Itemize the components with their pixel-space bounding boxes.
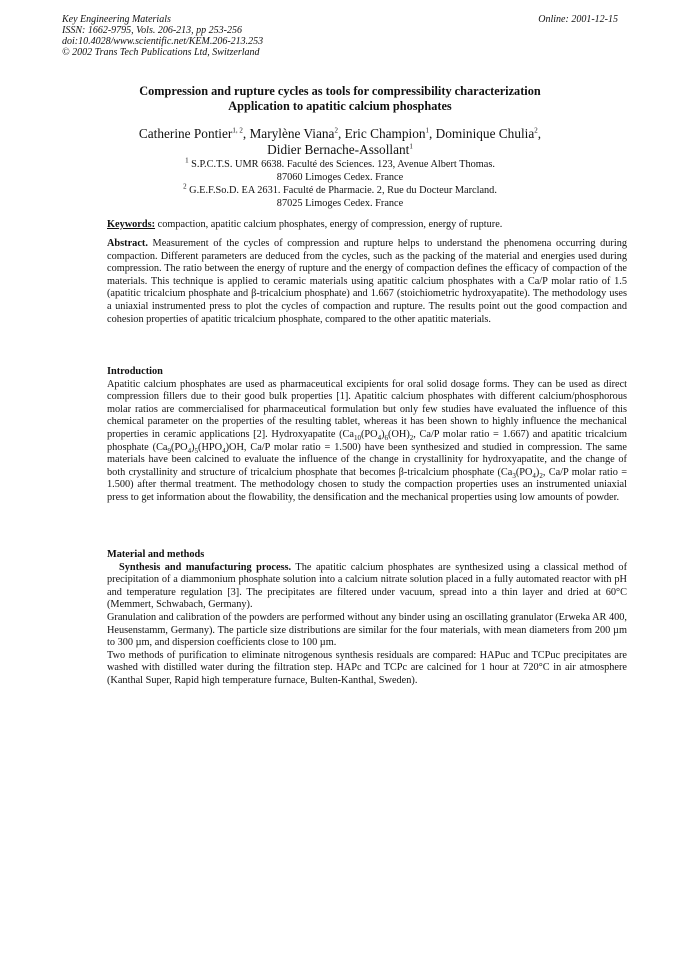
formula-subscript: 10 [354,434,361,443]
intro-text: Apatitic calcium phosphates are used as pharmaceutical excipients for oral solid dosage forms. They can be used as direct compression fillers due to their good bulk properties [1]. Apatitic calcium phosphates with different calcium/phosphorous molar ratios are commercialised for pharmaceutical formulation but only few studies have evaluated the influence of this chemical parameter on the properties of the resulting tablet, whereas it has been shown to highly influence the mechanical properties in ceramic applications [2]. Hydroxyapatite (Ca [107,378,627,440]
affiliation-line [70,184,610,197]
intro-text: (PO [171,441,188,453]
introduction-section [107,366,627,505]
author-affil-mark: 2 [534,126,538,135]
formula-subscript: 9 [167,446,172,455]
affiliation-number: 2 [183,182,187,191]
author-line-2 [70,142,610,158]
formula-subscript: 4 [532,471,536,480]
methods-subheading: Synthesis and manufacturing process. [119,561,292,573]
affiliation-1 [70,158,610,184]
author-name: , Eric Champion [337,126,426,141]
formula-subscript: 3 [512,471,516,480]
formula-subscript: 5 [194,446,199,455]
formula-subscript: 4 [187,446,192,455]
online-date: Online: 2001-12-15 [538,14,618,25]
abstract-text: Measurement of the cycles of compression and rupture helps to understand the phenomena occurring during compaction. Different parameters are deduced from the cycles, such as the packing of the material and energies used during compression. The ratio between the energy of rupture and the energy of compaction defines the efficacy of compaction of the materials. This technique is applied to ceramic materials using apatitic calcium phosphates with a Ca/P molar ratio of 1.5 (apatitic tricalcium phosphate and β-tricalcium phosphate) and 1.667 (stoichiometric hydroxyapatite). The methodology uses a uniaxial instrumented press to plot the cycles of compaction and rupture. The results point out the good compaction and cohesion properties of apatitic tricalcium phosphate, compared to the other apatitic materials. [107,238,627,325]
author-name: Didier Bernache-Assollant [267,142,410,157]
formula-subscript: 4 [222,446,226,455]
intro-text: ) [535,466,540,478]
keywords [107,218,627,231]
author-line-1 [70,126,610,142]
author-affil-mark: 1 [425,126,429,135]
keywords-text: compaction, apatitic calcium phosphates, energy of compression, energy of rupture. [155,219,503,230]
copyright-line: © 2002 Trans Tech Publications Ltd, Switzerland [62,47,260,58]
author-list [70,126,610,158]
affiliation-text: S.P.C.T.S. UMR 6638. Faculté des Sciences. 123, Avenue Albert Thomas. [188,159,495,170]
doi-line: doi:10.4028/www.scientific.net/KEM.206-213.253 [62,36,264,47]
abstract [107,238,627,326]
intro-text: (PO [361,428,378,440]
intro-text: (OH) [388,428,410,440]
methods-paragraph-3: Two methods of purification to eliminate nitrogenous synthesis residuals are compared: HAPuc and TCPuc precipitates are washed with distilled water during the filtration step. HAPc and TCPc are calcined for 1 hour at 720°C in air atmosphere (Kanthal Super, Rapid high temperature furnace, Bulten-Kanthal, Sweden). [107,649,627,686]
author-affil-mark: 1 [409,142,413,151]
intro-text: ) [381,428,385,440]
formula-subscript: 6 [384,434,389,443]
affiliation-2 [70,184,610,210]
intro-text: )OH, Ca/P molar ratio = 1.500) have been synthesized and studied in compression. The same materials have been calcined to evaluate the influence of the change in crystallinity for hydroxyapatite, and the change of both crystallinity and structure of tricalcium phosphate that becomes β-tricalcium phosphate (Ca [107,441,627,478]
journal-name: Key Engineering Materials [62,14,171,25]
affiliation-city: 87060 Limoges Cedex. France [276,172,404,183]
citation-block [62,14,618,58]
keywords-label: Keywords: [107,219,156,230]
author-name: , Marylène Viana [242,126,335,141]
journal-header [62,14,618,58]
formula-subscript: 2 [409,434,414,443]
intro-text: (HPO [198,441,223,453]
methods-heading: Material and methods [107,549,205,560]
author-name: , Dominique Chulia [429,126,535,141]
author-affil-mark: 1, 2 [232,126,243,135]
methods-paragraph-2: Granulation and calibration of the powders are performed without any binder using an oscillating granulator (Erweka AR 400, Heusenstamm, Germany). The particle size distributions are similar for the four materials, with mean diameters from 200 µm to 300 µm, and dispersion coefficients close to 100 µm. [107,611,627,649]
intro-text: ) [191,441,195,453]
abstract-paragraph [107,238,627,326]
title-line-2: Application to apatitic calcium phosphates [228,99,452,113]
intro-text: , Ca/P molar ratio = 1.500) after thermal treatment. The methodology chosen to study the compaction properties uses an instrumented uniaxial press to get information about the flowability, the densification and the mechanical properties using low amounts of powder. [107,466,627,503]
methods-paragraph-1 [107,562,627,612]
affiliation-line [70,158,610,171]
methods-section [107,549,627,688]
paper-title [70,84,610,114]
abstract-label: Abstract. [107,238,148,249]
methods-text: The apatitic calcium phosphates are synthesized using a classical method of precipitation of a diammonium phosphate solution into a calcium nitrate solution placed in a fully automated reactor with pH and temperature regulation [3]. The precipitates are filtered under vacuum, spread into a thin layer and dried at 60°C (Memmert, Schwabach, Germany). [107,561,627,611]
author-separator: , [537,126,542,141]
affiliation-city: 87025 Limoges Cedex. France [276,198,404,209]
author-name: Catherine Pontier [138,126,233,141]
author-affil-mark: 2 [334,126,338,135]
issn-line: ISSN: 1662-9795, Vols. 206-213, pp 253-256 [62,25,242,36]
intro-text: (PO [515,466,533,478]
intro-text: , Ca/P molar ratio = 1.667) and apatitic tricalcium phosphate (Ca [107,428,627,453]
affiliation-text: G.E.F.So.D. EA 2631. Faculté de Pharmacie. 2, Rue du Docteur Marcland. [186,185,497,196]
formula-subscript: 2 [539,471,543,480]
introduction-paragraph [107,379,627,505]
formula-subscript: 4 [377,434,382,443]
affiliation-number: 1 [185,156,189,165]
introduction-heading: Introduction [107,366,163,377]
title-line-1: Compression and rupture cycles as tools for compressibility characterization [139,84,541,98]
